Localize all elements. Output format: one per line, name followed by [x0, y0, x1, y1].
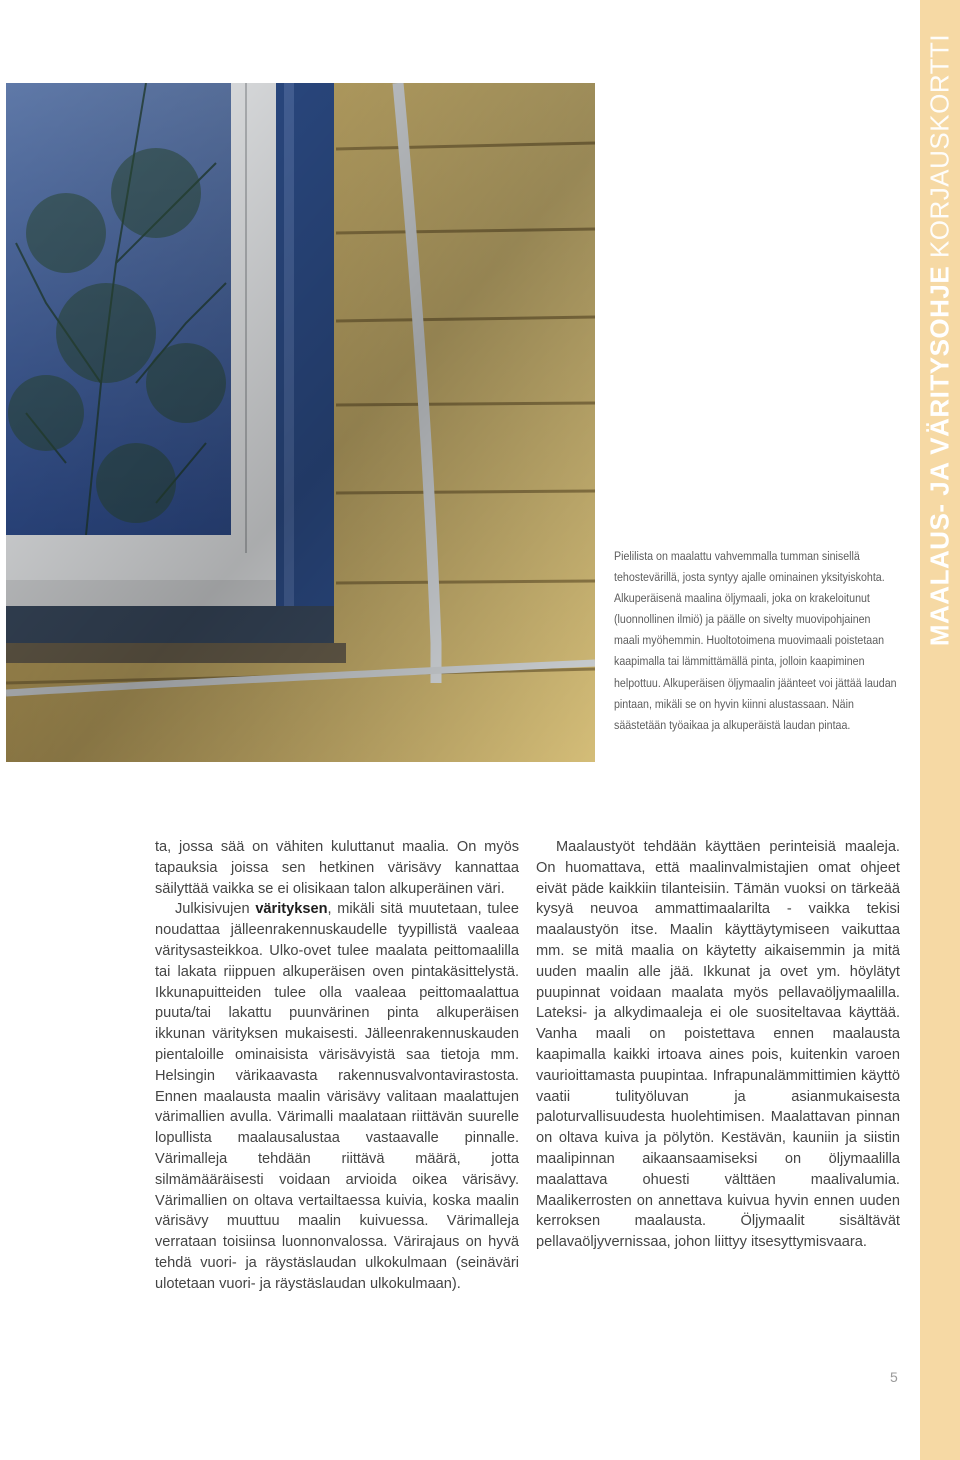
left-paragraph-1: ta, jossa sää on vähiten kuluttanut maalia. On myös tapauksia joissa sen hetkinen värisävy kannattaa säilyttää vaikka se ei olisikaan talon alkuperäinen väri.: [155, 839, 519, 897]
photo-caption: [614, 546, 898, 736]
side-title-light: KORJAUSKORTTI: [924, 33, 955, 266]
caption-text: Pielilista on maalattu vahvemmalla tumman sinisellä tehostevärillä, josta syntyy ajalle ominainen yksityiskohta. Alkuperäisenä maalina öljymaali, joka on krakeloitunut (luonnollinen ilmiö) ja päälle on sivelty muovipohjainen maali myöhemmin. Huoltotoimena muovimaali poistetaan kaapimalla tai lämmittämällä pinta, jolloin kaapiminen helpottuu. Alkuperäisen öljymaalin jäänteet voi jättää laudan pintaan, mikäli se on hyvin kiinni alustassaan. Näin säästetään työaikaa ja alkuperäistä laudan pintaa.: [614, 549, 897, 732]
window-photo: [6, 83, 595, 762]
window-photo-illustration: [6, 83, 595, 762]
left-paragraph-2-rest: , mikäli sitä muutetaan, tulee noudattaa jälleenrakennuskaudelle tyypillistä vaaleaa väritysasteikkoa. Ulko-ovet tulee maalata peittomaalilla tai lakata riippuen alkuperäisen oven pintakäsittelystä. Ikkunapuitteiden tulee olla vaaleaa peittomaalattua puuta/tai lakattu puunvärinen pinta alkuperäisen ikkunan värityksen mukaisesti. Jälleenrakennuskauden pientaloille ominaisista värisävyistä saa tietoja mm. Helsingin värikaavasta rakennusvalvontavirastosta. Ennen maalausta maalin värisävy valitaan maalattujen värimallien avulla. Värimalli maalataan riittävän suurelle lopullista maalausalustaa vastaavalle pinnalle. Värimalleja tehdään riittävä määrä, jotta silmämääräisesti voidaan arvioida oikea värisävy. Värimallien on oltava vertailtaessa kuivia, koska maalin värisävy muuttuu maalin kuivuessa. Värimalleja verrataan toisiinsa luonnonvalossa. Värirajaus on hyvä tehdä vuori- ja räystäslaudan ulkokulmaan (seinäväri ulotetaan vuori- ja räystäslaudan ulkokulmaan).: [155, 901, 519, 1292]
left-paragraph-2-bold: värityksen: [255, 901, 328, 918]
side-title-bold: MAALAUS- JA VÄRITYSOHJE: [924, 265, 955, 647]
left-paragraph-2-start: Julkisivujen: [175, 901, 256, 918]
side-title: [925, 34, 956, 646]
left-column: [155, 837, 519, 1295]
right-paragraph-1: Maalaustyöt tehdään käyttäen perinteisiä maaleja. On huomattava, että maalinvalmistajien omat ohjeet eivät päde kaikkiin tilanteisiin. Tämän vuoksi on tärkeää kysyä neuvoa ammattimaalarilta - vaikka tekisi maalaustyön itse. Maalin käyttäytymiseen vaikuttaa mm. se mitä maalia on käytetty aikaisemmin ja mitä uuden maalin alle jää. Ikkunat ja ovet ym. höylätyt puupinnat voidaan maalata myös pellavaöljymaalilla. Lateksi- ja alkydimaaleja ei ole suositeltavaa käyttää. Vanha maali on poistettava ennen maalausta kaapimalla kaikki irtoava aines pois, kuitenkin varoen vaurioittamasta puupintaa. Infrapunalämmittimien käyttö vaatii tulityöluvan ja asianmukaisesta paloturvallisuudesta huolehtimisen. Maalattavan pinnan on oltava kuiva ja pölytön. Kestävän, kauniin ja siistin maalipinnan aikaansaamiseksi on öljymaalilla maalattava ohuesti välttäen maalivalumia. Maalikerrosten on annettava kuivua hyvin ennen uuden kerroksen maalausta. Öljymaalit sisältävät pellavaöljyvernissaa, johon liittyy itsesyttymisvaara.: [536, 839, 900, 1251]
left-paragraph-2: [155, 899, 519, 1294]
right-column: [536, 837, 900, 1253]
page-number: 5: [890, 1369, 898, 1385]
